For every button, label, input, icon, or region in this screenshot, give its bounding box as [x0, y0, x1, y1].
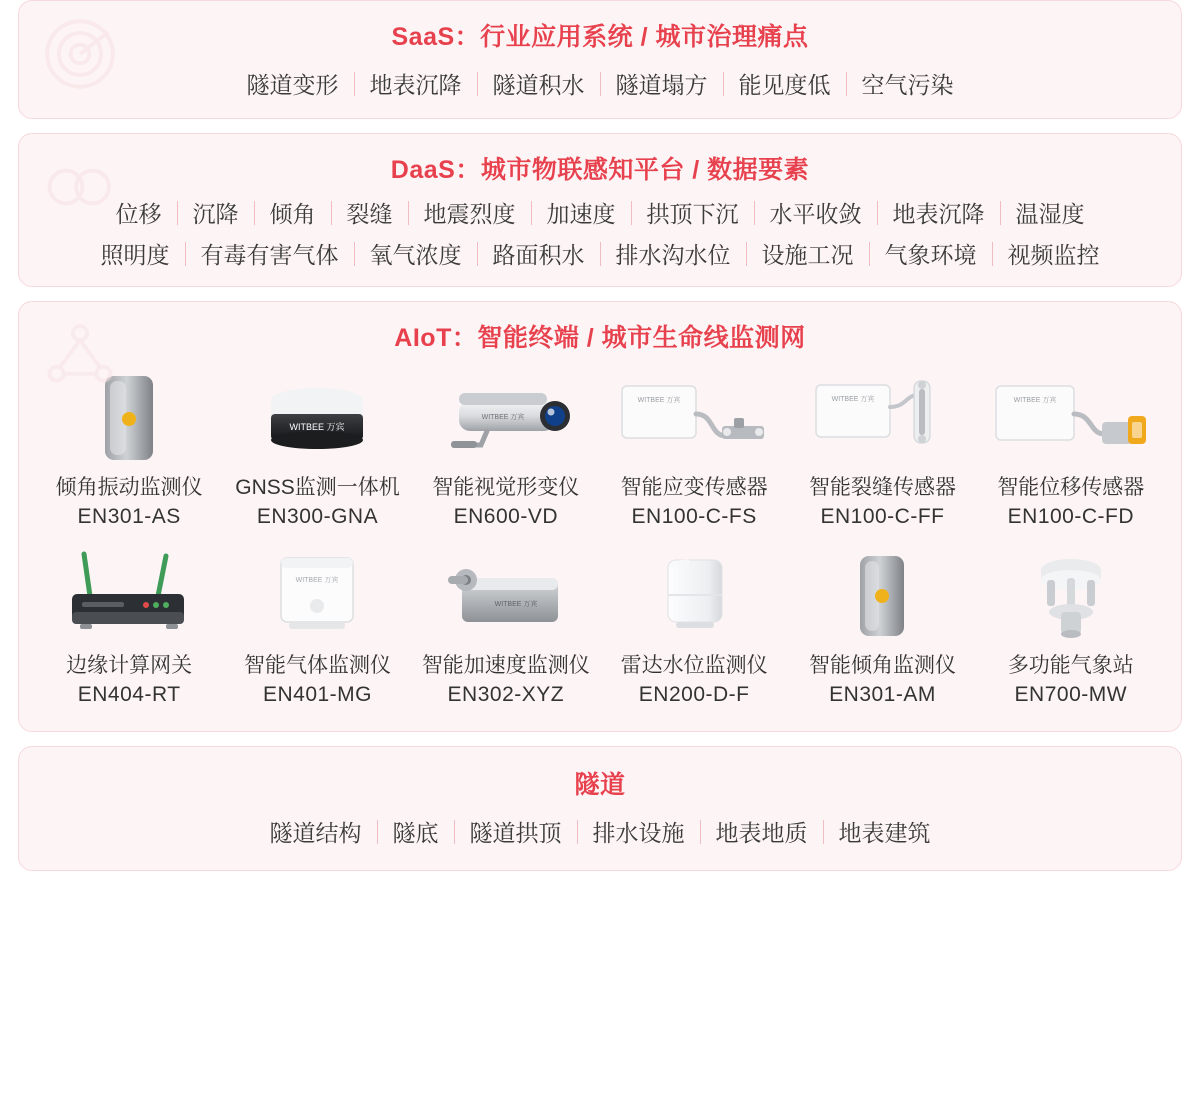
daas-title-prefix: DaaS：	[390, 156, 481, 184]
aiot-panel	[18, 301, 1182, 732]
vision-camera-icon	[421, 370, 591, 466]
saas-tag-row	[19, 57, 1181, 118]
device-model: EN302-XYZ	[447, 683, 565, 707]
device-card[interactable]	[788, 542, 976, 714]
aiot-title	[19, 302, 1181, 358]
daas-tag: 气象环境	[884, 242, 977, 268]
tunnel-tag: 地表建筑	[838, 820, 931, 847]
device-card[interactable]	[788, 364, 976, 536]
tunnel-tag: 隧道结构	[269, 820, 362, 847]
daas-tag-row-1	[19, 190, 1181, 235]
device-name: 智能位移传感器	[997, 476, 1145, 499]
device-card[interactable]	[35, 364, 223, 536]
daas-title-main: 城市物联感知平台 / 数据要素	[480, 156, 810, 184]
gnss-receiver-icon	[232, 370, 402, 466]
saas-panel	[18, 0, 1182, 119]
device-card[interactable]	[600, 364, 788, 536]
device-model: EN401-MG	[262, 683, 372, 707]
daas-tag: 裂缝	[346, 201, 393, 227]
device-card[interactable]	[600, 542, 788, 714]
device-card[interactable]	[412, 364, 600, 536]
device-name: 智能应变传感器	[620, 476, 768, 499]
daas-tag: 地震烈度	[423, 201, 516, 227]
device-model: EN404-RT	[77, 683, 181, 707]
daas-tag: 拱顶下沉	[646, 201, 739, 227]
device-name: 边缘计算网关	[66, 653, 193, 677]
daas-tag: 倾角	[269, 201, 316, 227]
device-card[interactable]	[223, 542, 411, 714]
daas-tag: 沉降	[192, 201, 239, 227]
device-model: EN300-GNA	[256, 505, 379, 529]
tilt-vibration-sensor-icon	[44, 370, 214, 466]
tunnel-tag: 地表地质	[715, 820, 808, 847]
saas-title	[19, 1, 1181, 57]
svg-text:WITBEE 万宾: WITBEE 万宾	[296, 576, 339, 584]
tunnel-tag: 隧底	[392, 820, 439, 847]
device-model: EN100-C-FS	[631, 505, 757, 529]
tunnel-panel	[18, 746, 1182, 871]
tilt-monitor-icon	[797, 548, 967, 644]
device-model: EN600-VD	[453, 505, 559, 529]
daas-tag-row-2	[19, 235, 1181, 286]
device-grid	[19, 358, 1181, 731]
tunnel-tag: 隧道拱顶	[469, 820, 562, 847]
svg-text:WITBEE 万宾: WITBEE 万宾	[832, 396, 875, 403]
daas-tag: 加速度	[546, 201, 616, 227]
daas-tag: 排水沟水位	[615, 242, 731, 268]
strain-sensor-icon	[609, 370, 779, 466]
device-model: EN700-MW	[1014, 683, 1128, 707]
daas-tag: 温湿度	[1015, 201, 1085, 227]
tunnel-tag-row	[19, 803, 1181, 870]
crack-sensor-icon	[797, 370, 967, 466]
daas-tag: 设施工况	[761, 242, 854, 268]
saas-tag: 隧道积水	[492, 72, 585, 98]
daas-title	[19, 134, 1181, 190]
gas-monitor-icon	[232, 548, 402, 644]
tunnel-title: 隧道	[574, 771, 626, 800]
svg-text:WITBEE 万宾: WITBEE 万宾	[481, 414, 525, 421]
device-model: EN100-C-FF	[820, 505, 945, 529]
daas-tag: 地表沉降	[892, 201, 985, 227]
saas-tag: 能见度低	[738, 72, 831, 98]
saas-tag: 隧道塌方	[615, 72, 708, 98]
device-name: 智能视觉形变仪	[432, 476, 580, 499]
device-card[interactable]	[223, 364, 411, 536]
device-name: 智能倾角监测仪	[808, 653, 956, 677]
daas-tag: 路面积水	[492, 242, 585, 268]
radar-water-level-icon	[609, 548, 779, 644]
device-name: 智能裂缝传感器	[808, 476, 956, 499]
device-model: EN301-AS	[77, 505, 181, 529]
daas-tag: 位移	[115, 201, 162, 227]
device-name: 雷达水位监测仪	[620, 653, 768, 677]
device-card[interactable]	[977, 364, 1165, 536]
device-model: EN200-D-F	[638, 683, 750, 707]
aiot-title-main: 智能终端 / 城市生命线监测网	[477, 324, 806, 352]
device-name: 智能气体监测仪	[243, 653, 391, 677]
daas-tag: 照明度	[100, 242, 170, 268]
daas-tag: 水平收敛	[769, 201, 862, 227]
svg-text:WITBEE 万宾: WITBEE 万宾	[1013, 397, 1057, 404]
accelerometer-icon	[421, 548, 591, 644]
svg-text:WITBEE 万宾: WITBEE 万宾	[289, 422, 345, 432]
tunnel-tag: 排水设施	[592, 820, 685, 847]
daas-panel	[18, 133, 1182, 287]
device-name: 多功能气象站	[1007, 653, 1134, 677]
device-card[interactable]	[977, 542, 1165, 714]
daas-tag: 有毒有害气体	[200, 242, 339, 268]
saas-title-main: 行业应用系统 / 城市治理痛点	[480, 23, 809, 51]
displacement-sensor-icon	[986, 370, 1156, 466]
daas-tag: 氧气浓度	[369, 242, 462, 268]
device-card[interactable]	[35, 542, 223, 714]
daas-tag: 视频监控	[1007, 242, 1100, 268]
edge-gateway-icon	[44, 548, 214, 644]
aiot-title-prefix: AIoT：	[394, 324, 478, 352]
device-name: 智能加速度监测仪	[421, 653, 590, 677]
device-model: EN100-C-FD	[1007, 505, 1134, 529]
device-card[interactable]	[412, 542, 600, 714]
saas-title-prefix: SaaS：	[391, 23, 481, 51]
device-model: EN301-AM	[829, 683, 936, 707]
svg-text:WITBEE 万宾: WITBEE 万宾	[637, 397, 681, 404]
saas-tag: 地表沉降	[369, 72, 462, 98]
device-name: 倾角振动监测仪	[55, 476, 203, 499]
saas-tag: 隧道变形	[246, 72, 339, 98]
device-name: GNSS监测一体机	[235, 476, 400, 499]
svg-text:WITBEE 万宾: WITBEE 万宾	[494, 600, 538, 608]
saas-tag: 空气污染	[861, 72, 954, 98]
weather-station-icon	[986, 548, 1156, 644]
